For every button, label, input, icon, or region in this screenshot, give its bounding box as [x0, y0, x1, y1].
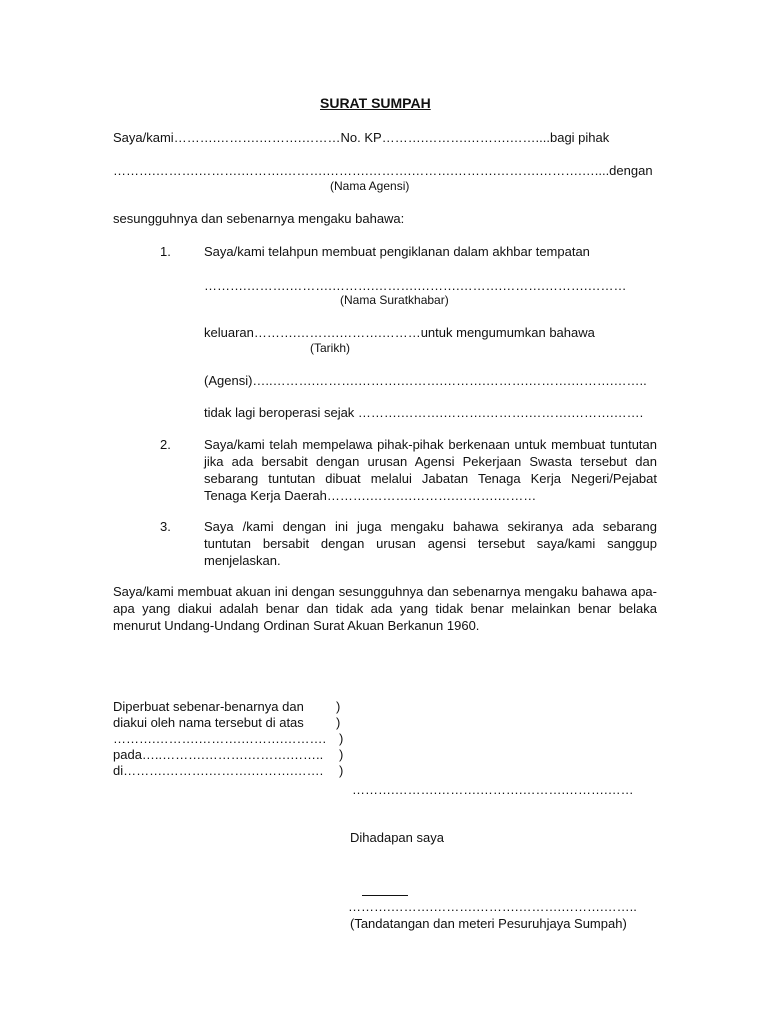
item-2-number: 2. [160, 437, 171, 452]
bracket-2: ) [336, 715, 341, 730]
item-1-text: Saya/kami telahpun membuat pengiklanan dalam akhbar tempatan [204, 244, 590, 259]
ceased-operation-line: tidak lagi beroperasi sejak ……….……….……….……….……….……….……. [204, 405, 644, 420]
bracket-1: ) [336, 699, 341, 714]
sign-date-line: pada…..……….……….……….…….. [113, 747, 324, 762]
declarant-signature-blank: ……….……….……….……….……….……….…… [352, 782, 634, 797]
item-1-number: 1. [160, 244, 171, 259]
document-title: SURAT SUMPAH [320, 95, 431, 111]
issue-date-line: keluaran……….……….……….………untuk mengumumkan bahawa [204, 325, 595, 340]
sign-place-line: di……….……….……….……….……. [113, 763, 324, 778]
commissioner-signature-blank: ……….……….……….……….……….……….…….. [348, 899, 637, 914]
item-3-text: Saya /kami dengan ini juga mengaku bahawa sekiranya ada sebarang tuntutan bersabit dengan urusan agensi tersebut saya/kami sanggup menjelaskan. [204, 519, 657, 568]
commissioner-label: (Tandatangan dan meteri Pesuruhjaya Sumpah) [350, 916, 627, 931]
newspaper-blank: ……….……….……….……….……….……….……….……….……….……… [204, 278, 627, 293]
sign-blank-line: ……….……….……….……….………. [113, 731, 327, 746]
bracket-4: ) [339, 747, 344, 762]
bracket-5: ) [339, 763, 344, 778]
intro-text: sesungguhnya dan sebenarnya mengaku bahawa: [113, 211, 405, 226]
agency-line: ……….……….……….……….……….……….……….……….……….……….……….…....dengan [113, 163, 653, 178]
before-me-text: Dihadapan saya [350, 830, 444, 845]
signature-underline [362, 895, 408, 896]
agency-blank: (Agensi)…..……….……….……….……….……….……….……….……….…….. [204, 373, 647, 388]
name-ic-line: Saya/kami……….……….……….………No. KP……….……….……….……....bagi pihak [113, 130, 610, 145]
date-label: (Tarikh) [310, 341, 351, 355]
sign-acknowledged-line: diakui oleh nama tersebut di atas [113, 715, 304, 730]
sign-made-line: Diperbuat sebenar-benarnya dan [113, 699, 304, 714]
declaration-paragraph: Saya/kami membuat akuan ini dengan sesungguhnya dan sebenarnya mengaku bahawa apa-apa yang diakui adalah benar dan tidak ada yang tidak benar melainkan benar belaka menurut Undang-Undang Ordinan Surat Akuan Berkanun 1960. [113, 584, 657, 633]
item-2-text: Saya/kami telah mempelawa pihak-pihak berkenaan untuk membuat tuntutan jika ada bersabit dengan urusan Agensi Pekerjaan Swasta tersebut dan sebarang tuntutan dibuat melalui Jabatan Tenaga Kerja Negeri/Pejabat Tenaga Kerja Daerah……….……….……….……….……… [204, 437, 657, 503]
newspaper-name-label: (Nama Suratkhabar) [340, 293, 449, 307]
item-3-number: 3. [160, 519, 171, 534]
agency-name-label: (Nama Agensi) [330, 179, 410, 193]
bracket-3: ) [339, 731, 344, 746]
